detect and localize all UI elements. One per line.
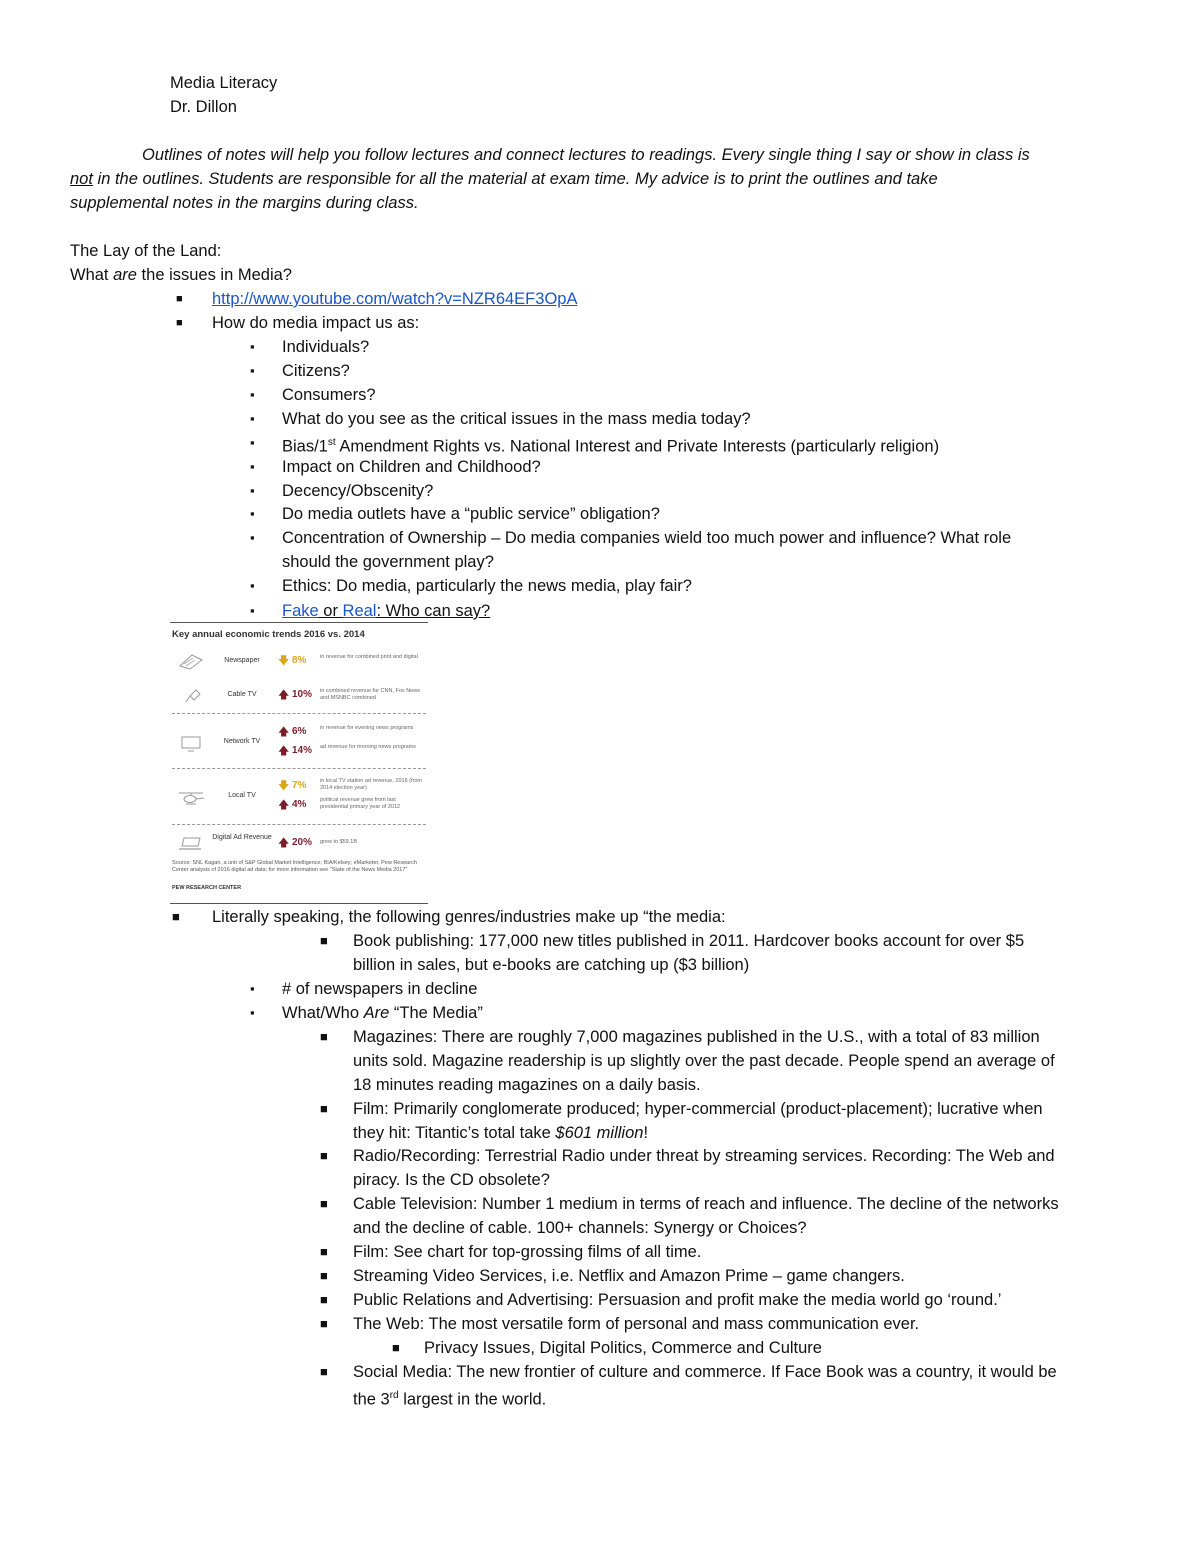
youtube-link[interactable]: http://www.youtube.com/watch?v=NZR64EF3OpA	[212, 290, 578, 308]
figure-note: in revenue for combined print and digital	[320, 654, 418, 660]
question-emphasis: are	[113, 266, 137, 284]
list-item: Do media outlets have a “public service” obligation?	[282, 505, 660, 523]
film-pre: they hit: Titantic’s total take	[353, 1124, 556, 1142]
dot-bullet-icon: ▪	[250, 459, 255, 474]
figure-row-label: Digital Ad Revenue	[212, 834, 272, 841]
figure-divider	[172, 768, 426, 769]
figure-bottom-rule	[170, 903, 428, 904]
figure-pct: 14%	[292, 745, 313, 756]
list-item: Film: See chart for top-grossing films of all time.	[353, 1243, 702, 1261]
filled-square-bullet-icon: ■	[172, 909, 180, 924]
social-post: largest in the world.	[398, 1390, 547, 1409]
filled-square-bullet-icon: ■	[320, 1196, 328, 1211]
intro-line-3: supplemental notes in the margins during class.	[70, 194, 419, 212]
dot-bullet-icon: ▪	[250, 363, 255, 378]
list-item: Streaming Video Services, i.e. Netflix and Amazon Prime – game changers.	[353, 1267, 905, 1285]
dot-bullet-icon: ▪	[250, 339, 255, 354]
impact-question: How do media impact us as:	[212, 314, 420, 332]
real-link[interactable]: Real	[342, 602, 377, 620]
bias-pre: Bias/1	[282, 437, 328, 456]
dot-bullet-icon: ▪	[250, 578, 255, 593]
arrow-down-icon: 🡇	[278, 780, 290, 792]
list-item: Impact on Children and Childhood?	[282, 458, 541, 476]
filled-square-bullet-icon: ■	[320, 1268, 328, 1283]
figure-row-label: Cable TV	[227, 691, 257, 698]
whatwho-emphasis: Are	[363, 1004, 390, 1022]
dot-bullet-icon: ▪	[250, 435, 255, 450]
figure-pct: 6%	[292, 726, 307, 737]
figure-row-label: Local TV	[228, 792, 256, 799]
bias-sup: st	[327, 437, 336, 448]
square-bullet-icon: ■	[176, 293, 183, 305]
instructor-name: Dr. Dillon	[170, 98, 237, 116]
arrow-up-icon: 🡅	[278, 745, 290, 757]
question-pre: What	[70, 266, 114, 284]
figure-note: political revenue grew from last presidential primary year of 2012	[320, 797, 401, 810]
social-sup: rd	[389, 1390, 399, 1401]
figure-pct: 7%	[292, 780, 307, 791]
figure-row-label: Newspaper	[224, 657, 260, 664]
list-item: Individuals?	[282, 338, 370, 356]
list-item: Citizens?	[282, 362, 350, 380]
laptop-icon	[176, 834, 206, 852]
figure-divider	[172, 713, 426, 714]
tv-icon	[176, 734, 206, 752]
dot-bullet-icon: ▪	[250, 981, 255, 996]
figure-note: ad revenue for morning news programs	[320, 744, 416, 750]
list-item: Social Media: The new frontier of culture and commerce. If Face Book was a country, it would be	[353, 1363, 1057, 1381]
list-item: Public Relations and Advertising: Persuasion and profit make the media world go ‘round.’	[353, 1291, 1002, 1309]
dot-bullet-icon: ▪	[250, 483, 255, 498]
filled-square-bullet-icon: ■	[320, 1101, 328, 1116]
arrow-up-icon: 🡅	[278, 726, 290, 738]
figure-pct: 20%	[292, 837, 313, 848]
dot-bullet-icon: ▪	[250, 1005, 255, 1020]
list-item: What do you see as the critical issues in the mass media today?	[282, 410, 751, 428]
list-item: Privacy Issues, Digital Politics, Commerce and Culture	[424, 1339, 822, 1357]
media-genres-intro: Literally speaking, the following genres/industries make up “the media:	[212, 908, 726, 926]
economic-trends-figure	[170, 622, 428, 904]
list-item-what-who	[282, 1001, 483, 1025]
helicopter-icon	[176, 788, 206, 806]
filled-square-bullet-icon: ■	[320, 1244, 328, 1259]
figure-divider	[172, 824, 426, 825]
course-title: Media Literacy	[170, 74, 278, 92]
whatwho-post: “The Media”	[389, 1004, 483, 1022]
filled-square-bullet-icon: ■	[320, 1292, 328, 1307]
list-item: Film: Primarily conglomerate produced; hyper-commercial (product-placement); lucrative when	[353, 1100, 1043, 1118]
fake-or-real-who: : Who can say?	[376, 602, 491, 620]
list-item-continuation	[353, 1384, 546, 1412]
dot-bullet-icon: ▪	[250, 411, 255, 426]
list-item-fake-or-real	[282, 599, 490, 623]
list-item: Magazines: There are roughly 7,000 magazines published in the U.S., with a total of 83 million	[353, 1028, 1040, 1046]
list-item: Concentration of Ownership – Do media companies wield too much power and influence? What role	[282, 529, 1012, 547]
intro-line-2-rest: in the outlines. Students are responsible for all the material at exam time. My advice is to print the outlines and take	[92, 170, 938, 188]
list-item: Ethics: Do media, particularly the news media, play fair?	[282, 577, 692, 595]
list-item-continuation: should the government play?	[282, 553, 494, 571]
figure-pct: 10%	[292, 689, 313, 700]
filled-square-bullet-icon: ■	[392, 1340, 400, 1355]
figure-note: in combined revenue for CNN, Fox News and MSNBC combined	[320, 688, 420, 701]
list-item: Cable Television: Number 1 medium in terms of reach and influence. The decline of the networks	[353, 1195, 1059, 1213]
figure-row-label: Network TV	[223, 738, 261, 745]
intro-not-underlined: not	[70, 170, 93, 188]
filled-square-bullet-icon: ■	[320, 1364, 328, 1379]
arrow-down-icon: 🡇	[278, 655, 290, 667]
film-post: !	[643, 1124, 649, 1142]
arrow-up-icon: 🡅	[278, 799, 290, 811]
intro-line-2	[70, 167, 938, 191]
intro-line-1: Outlines of notes will help you follow lectures and connect lectures to readings. Every single thing I say or show in class is	[142, 146, 1030, 164]
figure-title: Key annual economic trends 2016 vs. 2014	[172, 629, 365, 640]
social-pre: the 3	[353, 1390, 390, 1409]
question-post: the issues in Media?	[136, 266, 292, 284]
dot-bullet-icon: ▪	[250, 506, 255, 521]
list-item: Decency/Obscenity?	[282, 482, 434, 500]
fake-or-real-or: or	[318, 602, 343, 620]
list-item-continuation: piracy. Is the CD obsolete?	[353, 1171, 550, 1189]
list-item: Consumers?	[282, 386, 376, 404]
list-item: Radio/Recording: Terrestrial Radio under threat by streaming services. Recording: The Web and	[353, 1147, 1055, 1165]
bias-post: Amendment Rights vs. National Interest and Private Interests (particularly religion)	[335, 437, 940, 456]
figure-note: in local TV station ad revenue, 2016 (from 2014 election year)	[320, 778, 423, 791]
figure-top-rule	[170, 622, 428, 623]
dot-bullet-icon: ▪	[250, 530, 255, 545]
list-item-continuation: units sold. Magazine readership is up slightly over the past decade. People spend an average of	[353, 1052, 1055, 1070]
cable-plug-icon	[176, 686, 206, 704]
list-item: The Web: The most versatile form of personal and mass communication ever.	[353, 1315, 920, 1333]
list-item-continuation: billion in sales, but e-books are catching up ($3 billion)	[353, 956, 750, 974]
arrow-up-icon: 🡅	[278, 689, 290, 701]
section-heading: The Lay of the Land:	[70, 242, 222, 260]
filled-square-bullet-icon: ■	[320, 1148, 328, 1163]
figure-note: in revenue for evening news programs	[320, 725, 414, 731]
figure-source: Source: SNL Kagan, a unit of S&P Global Market Intelligence; BIA/Kelsey; eMarketer, Pew Research Center analysis of 2016 digital ad data; for more information see "State of the News Media 2017"	[172, 860, 417, 873]
list-item: Book publishing: 177,000 new titles published in 2011. Hardcover books account for over $5	[353, 932, 1025, 950]
filled-square-bullet-icon: ■	[320, 933, 328, 948]
film-emphasis: $601 million	[555, 1124, 644, 1142]
whatwho-pre: What/Who	[282, 1004, 364, 1022]
dot-bullet-icon: ▪	[250, 603, 255, 618]
list-item: # of newspapers in decline	[282, 980, 478, 998]
list-item-continuation: and the decline of cable. 100+ channels: Synergy or Choices?	[353, 1219, 807, 1237]
figure-pct: 8%	[292, 655, 307, 666]
list-item-continuation: 18 minutes reading magazines on a daily basis.	[353, 1076, 701, 1094]
figure-note: grew to $59.1B	[320, 839, 357, 845]
arrow-up-icon: 🡅	[278, 837, 290, 849]
section-question	[70, 263, 292, 287]
filled-square-bullet-icon: ■	[320, 1029, 328, 1044]
newspaper-icon	[176, 652, 206, 670]
square-bullet-icon: ■	[176, 317, 183, 329]
filled-square-bullet-icon: ■	[320, 1316, 328, 1331]
list-item-continuation	[353, 1121, 648, 1145]
dot-bullet-icon: ▪	[250, 387, 255, 402]
figure-pct: 4%	[292, 799, 307, 810]
fake-link[interactable]: Fake	[282, 602, 319, 620]
figure-credit: PEW RESEARCH CENTER	[172, 885, 242, 891]
